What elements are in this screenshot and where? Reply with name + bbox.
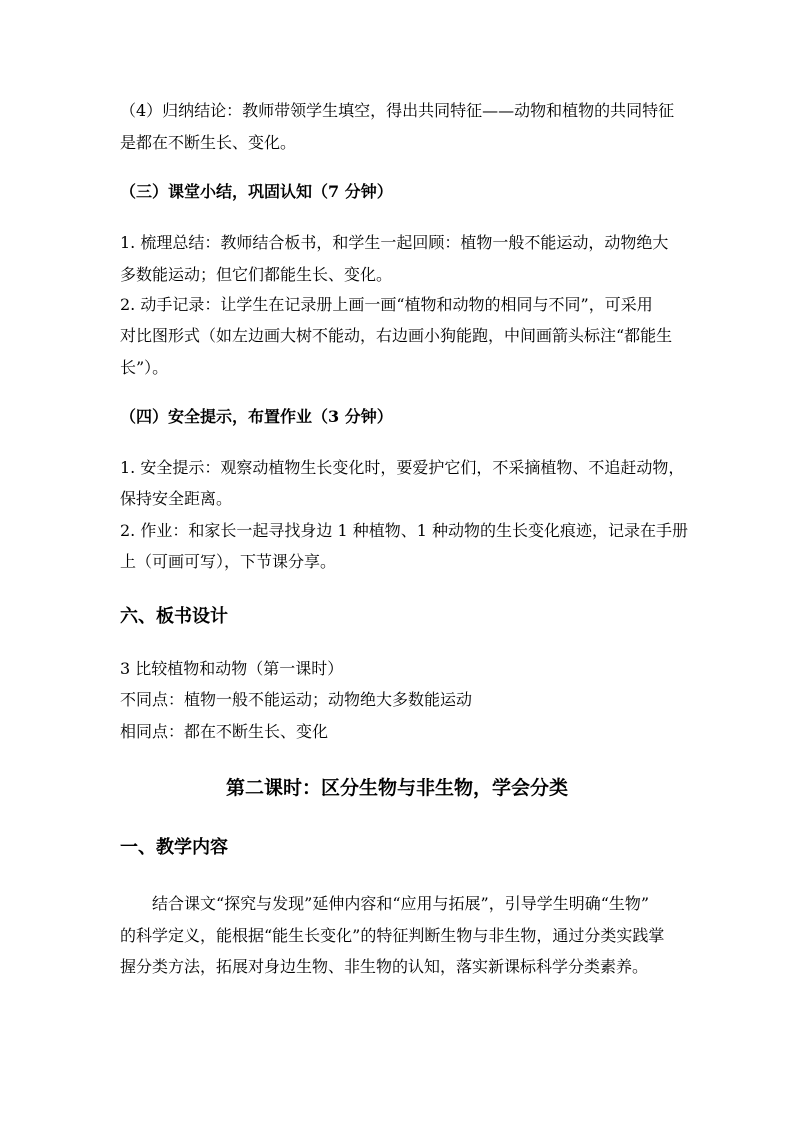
lesson-title: 第二课时：区分生物与非生物，学会分类 [225,777,568,799]
paragraph-line: 上（可画可写），下节课分享。 [120,552,337,571]
board-line: 相同点：都在不断生长、变化 [120,722,329,741]
section-heading: （四）安全提示，布置作业（3 分钟） [120,407,393,426]
paragraph-line: 长”）。 [120,358,169,377]
paragraph-line: 是都在不断生长、变化。 [120,133,297,152]
paragraph-line: 保持安全距离。 [120,489,233,508]
paragraph-line: 多数能运动；但它们都能生长、变化。 [120,265,393,284]
paragraph-line: 1. 安全提示：观察动植物生长变化时，要爱护它们，不采摘植物、不追赶动物， [120,458,685,477]
paragraph-line: 1. 梳理总结：教师结合板书，和学生一起回顾：植物一般不能运动，动物绝大 [120,233,669,252]
board-line: 不同点：植物一般不能运动；动物绝大多数能运动 [120,690,473,709]
paragraph-line: 结合课文“探究与发现”延伸内容和“应用与拓展”，引导学生明确“生物” [152,894,650,913]
paragraph-line: 2. 动手记录：让学生在记录册上画一画“植物和动物的相同与不同”，可采用 [120,295,653,314]
paragraph-line: 握分类方法，拓展对身边生物、非生物的认知，落实新课标科学分类素养。 [120,957,649,976]
paragraph-line: 的科学定义，能根据“能生长变化”的特征判断生物与非生物，通过分类实践掌 [120,926,665,945]
section-heading-content: 一、教学内容 [120,837,228,858]
paragraph-line: 对比图形式（如左边画大树不能动，右边画小狗能跑，中间画箭头标注“都能生 [120,326,673,345]
section-heading: （三）课堂小结，巩固认知（7 分钟） [120,182,393,201]
section-heading-board-design: 六、板书设计 [120,606,228,627]
paragraph-line: 2. 作业：和家长一起寻找身边 1 种植物、1 种动物的生长变化痕迹，记录在手册 [120,521,688,540]
board-line: 3 比较植物和动物（第一课时） [120,659,344,678]
paragraph-line: （4）归纳结论：教师带领学生填空，得出共同特征——动物和植物的共同特征 [120,101,675,120]
